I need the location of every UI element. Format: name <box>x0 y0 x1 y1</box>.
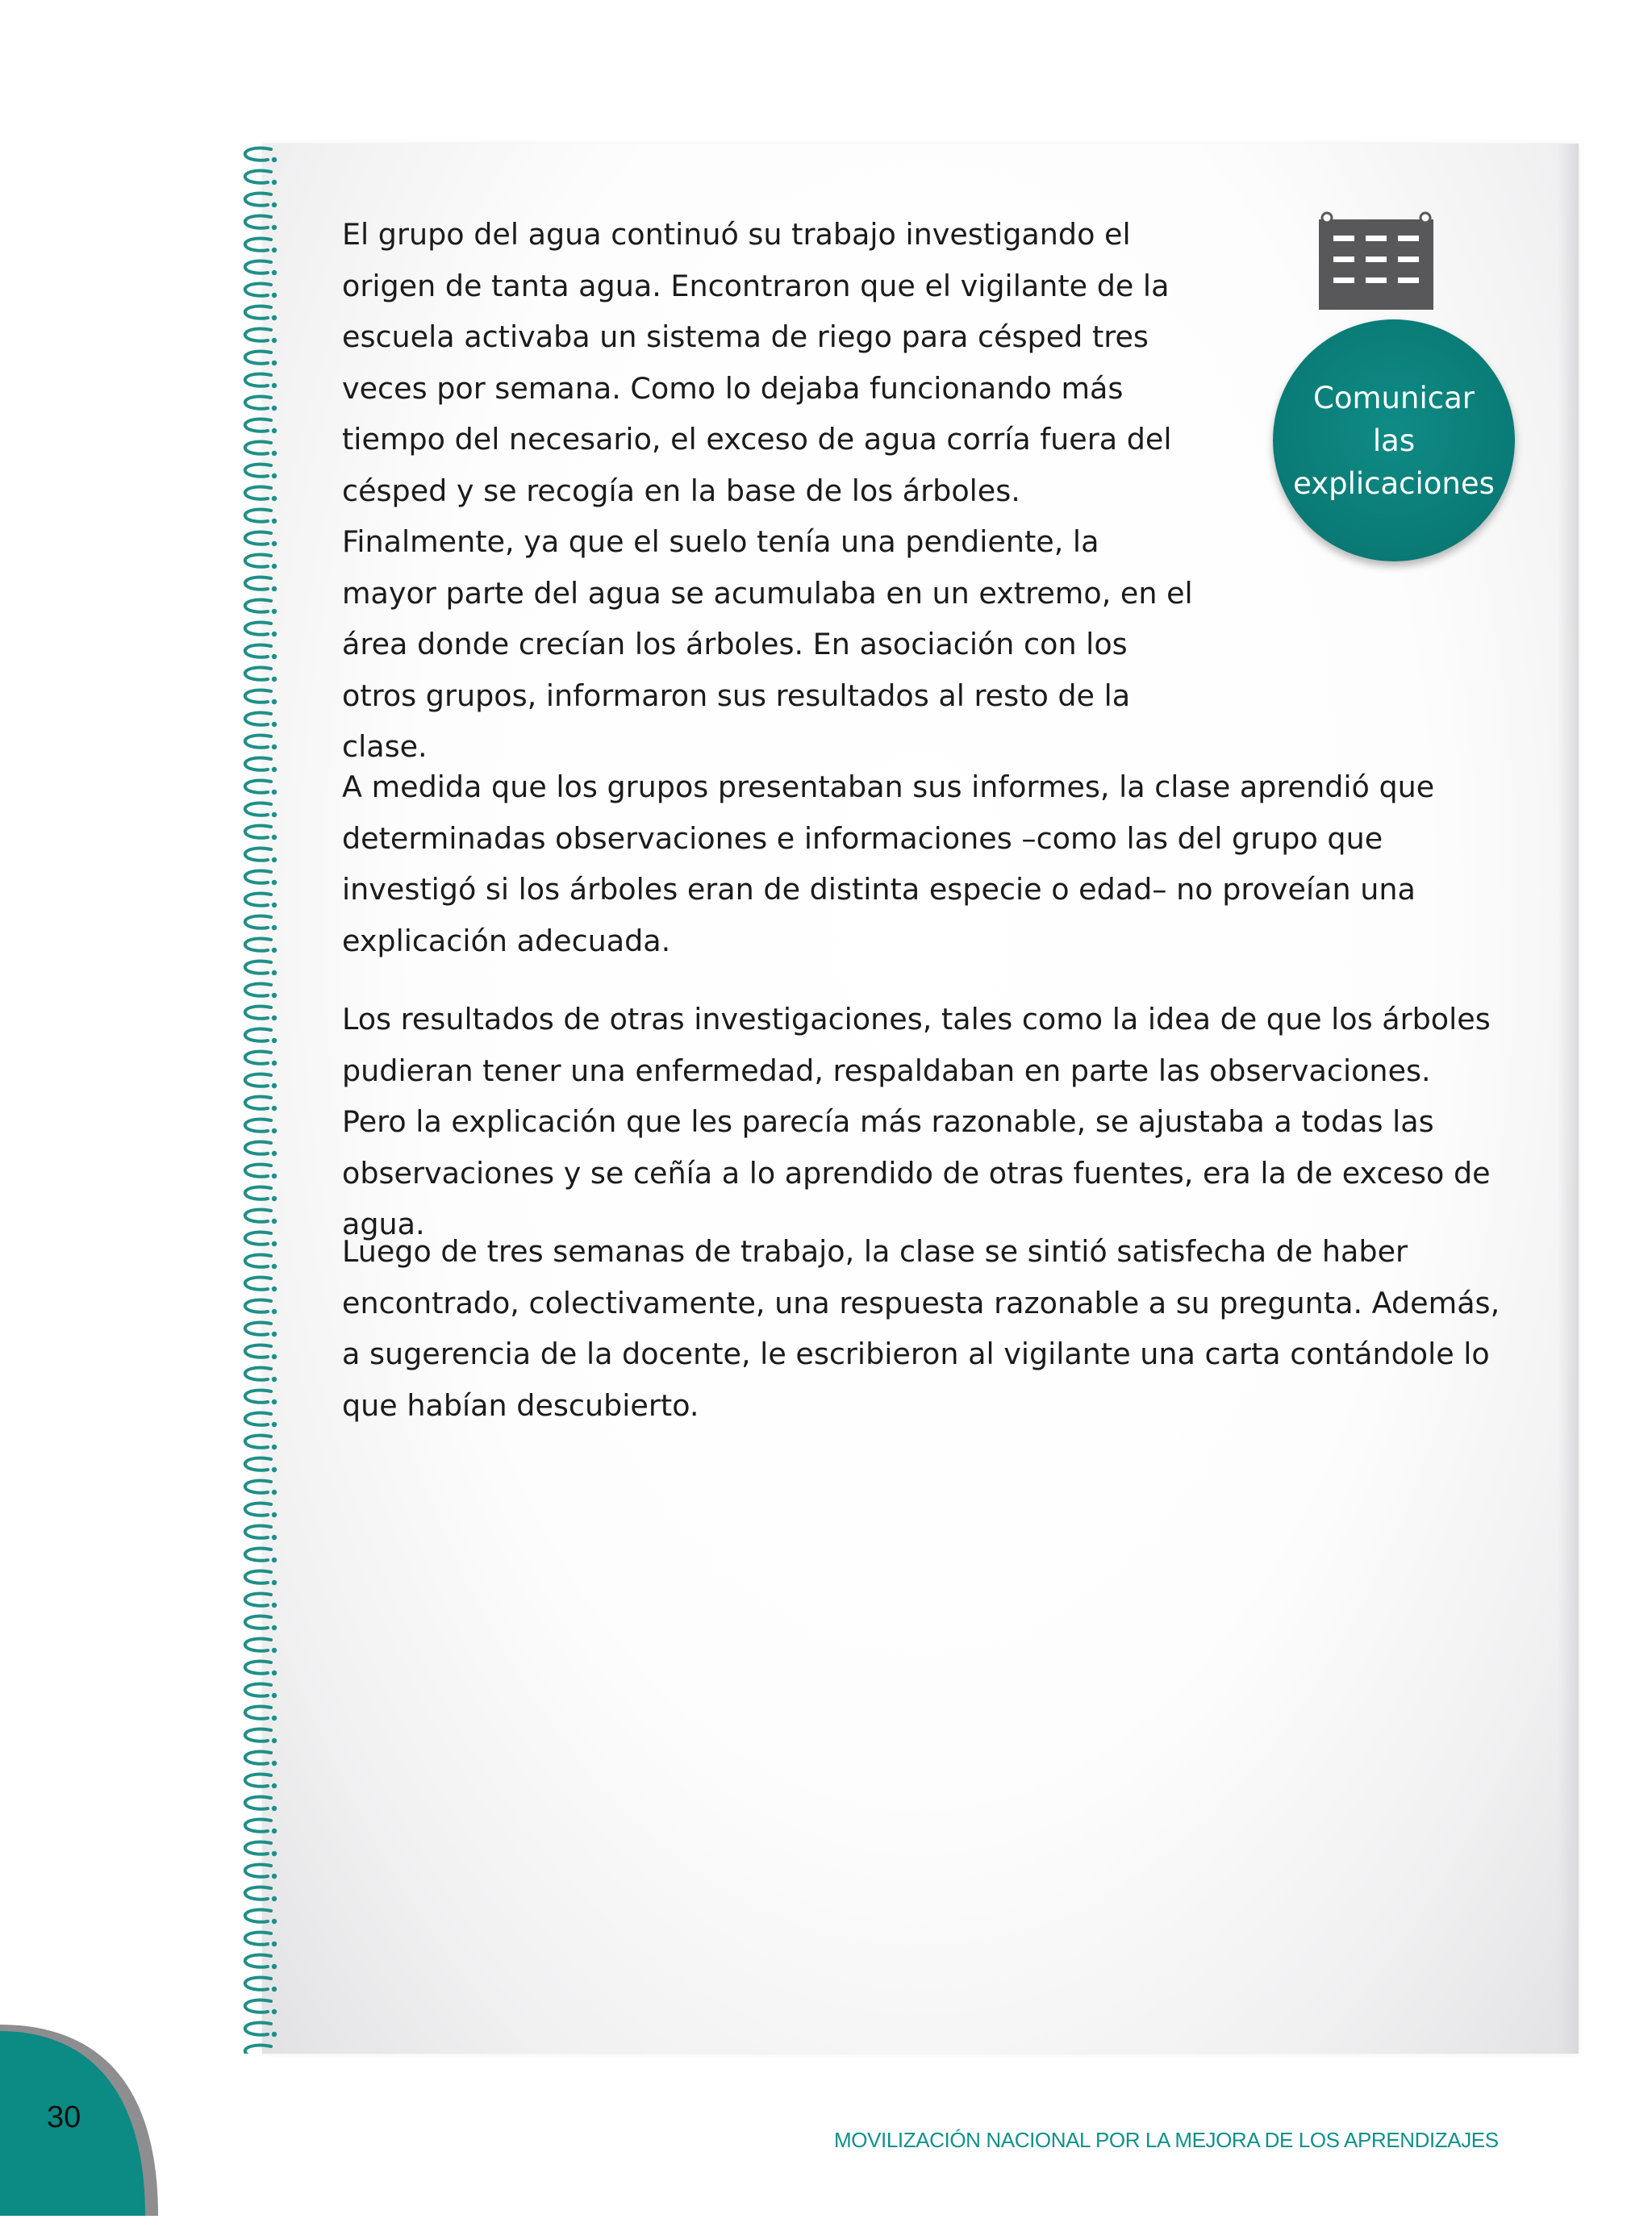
publication-title: MOVILIZACIÓN NACIONAL POR LA MEJORA DE LOS APRENDIZAJES <box>834 2128 1499 2152</box>
calendar-icon <box>1317 211 1435 311</box>
spiral-binding <box>239 144 287 2054</box>
paragraph-3: Los resultados de otras investigaciones, tales como la idea de que los árboles pudieran tener una enfermedad, respaldaban en parte las observaciones. Pero la explicación que les parecía más razonable, se ajustaba a todas las observaciones y se ceñía a lo aprendido de otras fuentes, era la de exceso de agua. <box>342 1002 1491 1241</box>
section-badge <box>1273 319 1515 561</box>
paragraph-1: El grupo del agua continuó su trabajo investigando el origen de tanta agua. Encontraron que el vigilante de la escuela activaba un sistema de riego para césped tres veces por semana. Como lo dejaba funcionando más tiempo del necesario, el exceso de agua corría fuera del césped y se recogía en la base de los árboles. Finalmente, ya que el suelo tenía una pendiente, la mayor parte del agua se acumulaba en un extremo, en el área donde crecían los árboles. En asociación con los otros grupos, informaron sus resultados al resto de la clase. <box>342 217 1193 764</box>
page-number: 30 <box>47 2100 81 2134</box>
paragraph-4: Luego de tres semanas de trabajo, la clase se sintió satisfecha de haber encontrado, colectivamente, una respuesta razonable a su pregunta. Además, a sugerencia de la docente, le escribieron al vigilante una carta contándole lo que habían descubierto. <box>342 1234 1500 1423</box>
badge-label: Comunicar las explicaciones <box>1293 380 1495 501</box>
paragraph-2: A medida que los grupos presentaban sus informes, la clase aprendió que determinadas observaciones e informaciones –como las del grupo que investigó si los árboles eran de distinta especie o edad– no proveían una explicación adecuada. <box>342 770 1435 958</box>
